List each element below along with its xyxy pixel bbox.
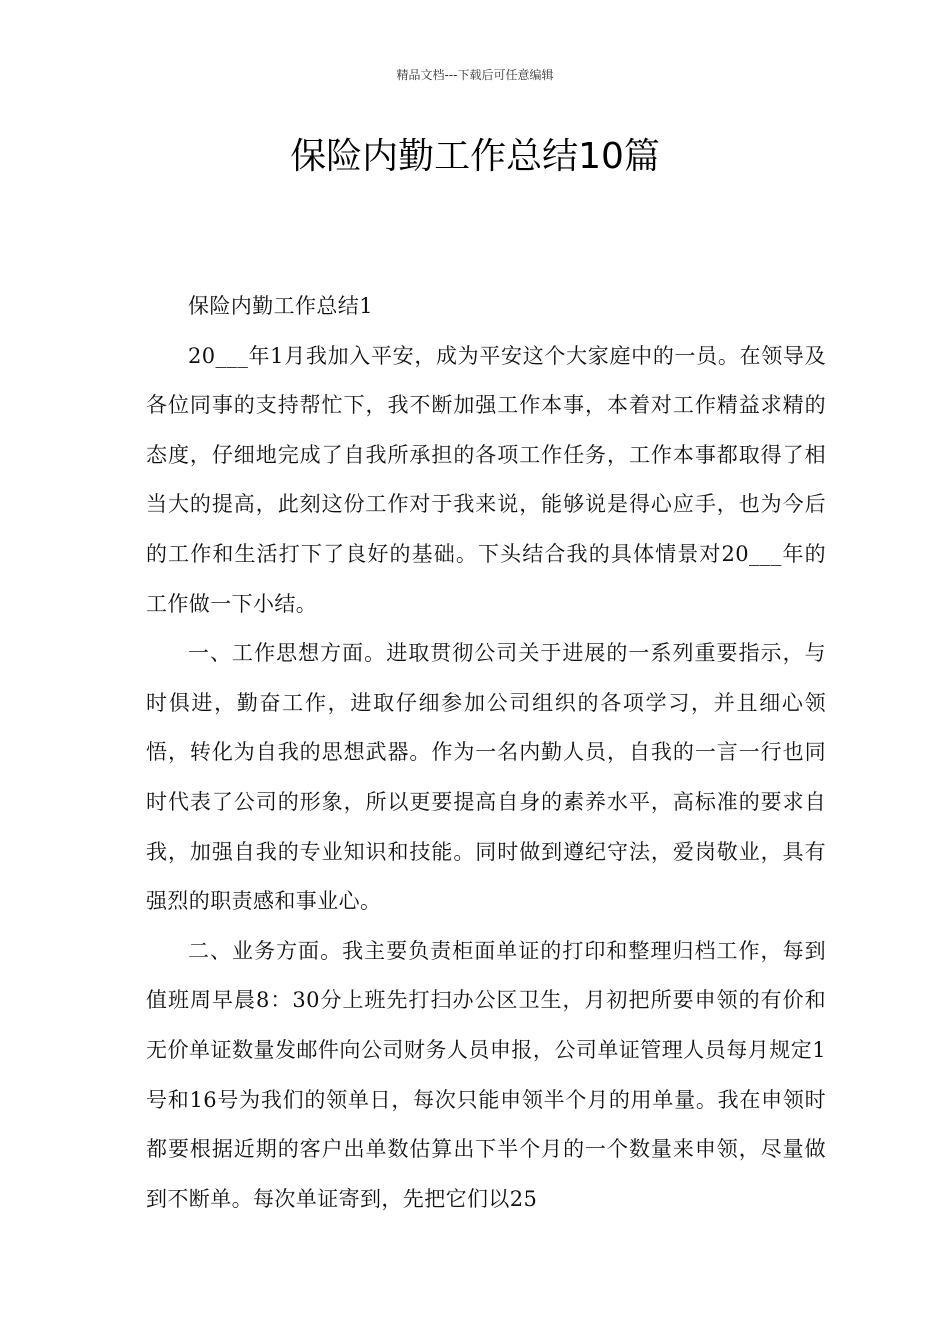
paragraph-business: 二、业务方面。我主要负责柜面单证的打印和整理归档工作，每到值班周早晨8：30分上班先打扫办公区卫生，月初把所要申领的有价和无价单证数量发邮件向公司财务人员申报，公司单证管理人员每月规定1号和16号为我们的领单日，每次只能申领半个月的用单量。我在申领时都要根据近期的客户出单数估算出下半个月的一个数量来申领，尽量做到不断单。每次单证寄到，先把它们以25 <box>146 938 826 1211</box>
section-title: 保险内勤工作总结1 <box>188 294 373 318</box>
paragraph-thought: 一、工作思想方面。进取贯彻公司关于进展的一系列重要指示，与时俱进，勤奋工作，进取仔细参加公司组织的各项学习，并且细心领悟，转化为自我的思想武器。作为一名内勤人员，自我的一言一行也同时代表了公司的形象，所以更要提高自身的素养水平，高标准的要求自我，加强自我的专业知识和技能。同时做到遵纪守法，爱岗敬业，具有强烈的职责感和事业心。 <box>146 641 826 914</box>
paragraph-intro: 20___年1月我加入平安，成为平安这个大家庭中的一员。在领导及各位同事的支持帮忙下，我不断加强工作本事，本着对工作精益求精的态度，仔细地完成了自我所承担的各项工作任务，工作本事都取得了相当大的提高，此刻这份工作对于我来说，能够说是得心应手，也为今后的工作和生活打下了良好的基础。下头结合我的具体情景对20___年的工作做一下小结。 <box>146 343 826 616</box>
header-note: 精品文档---下载后可任意编辑 <box>396 68 554 82</box>
document-title: 保险内勤工作总结10篇 <box>290 136 660 177</box>
document-body <box>146 282 826 1224</box>
